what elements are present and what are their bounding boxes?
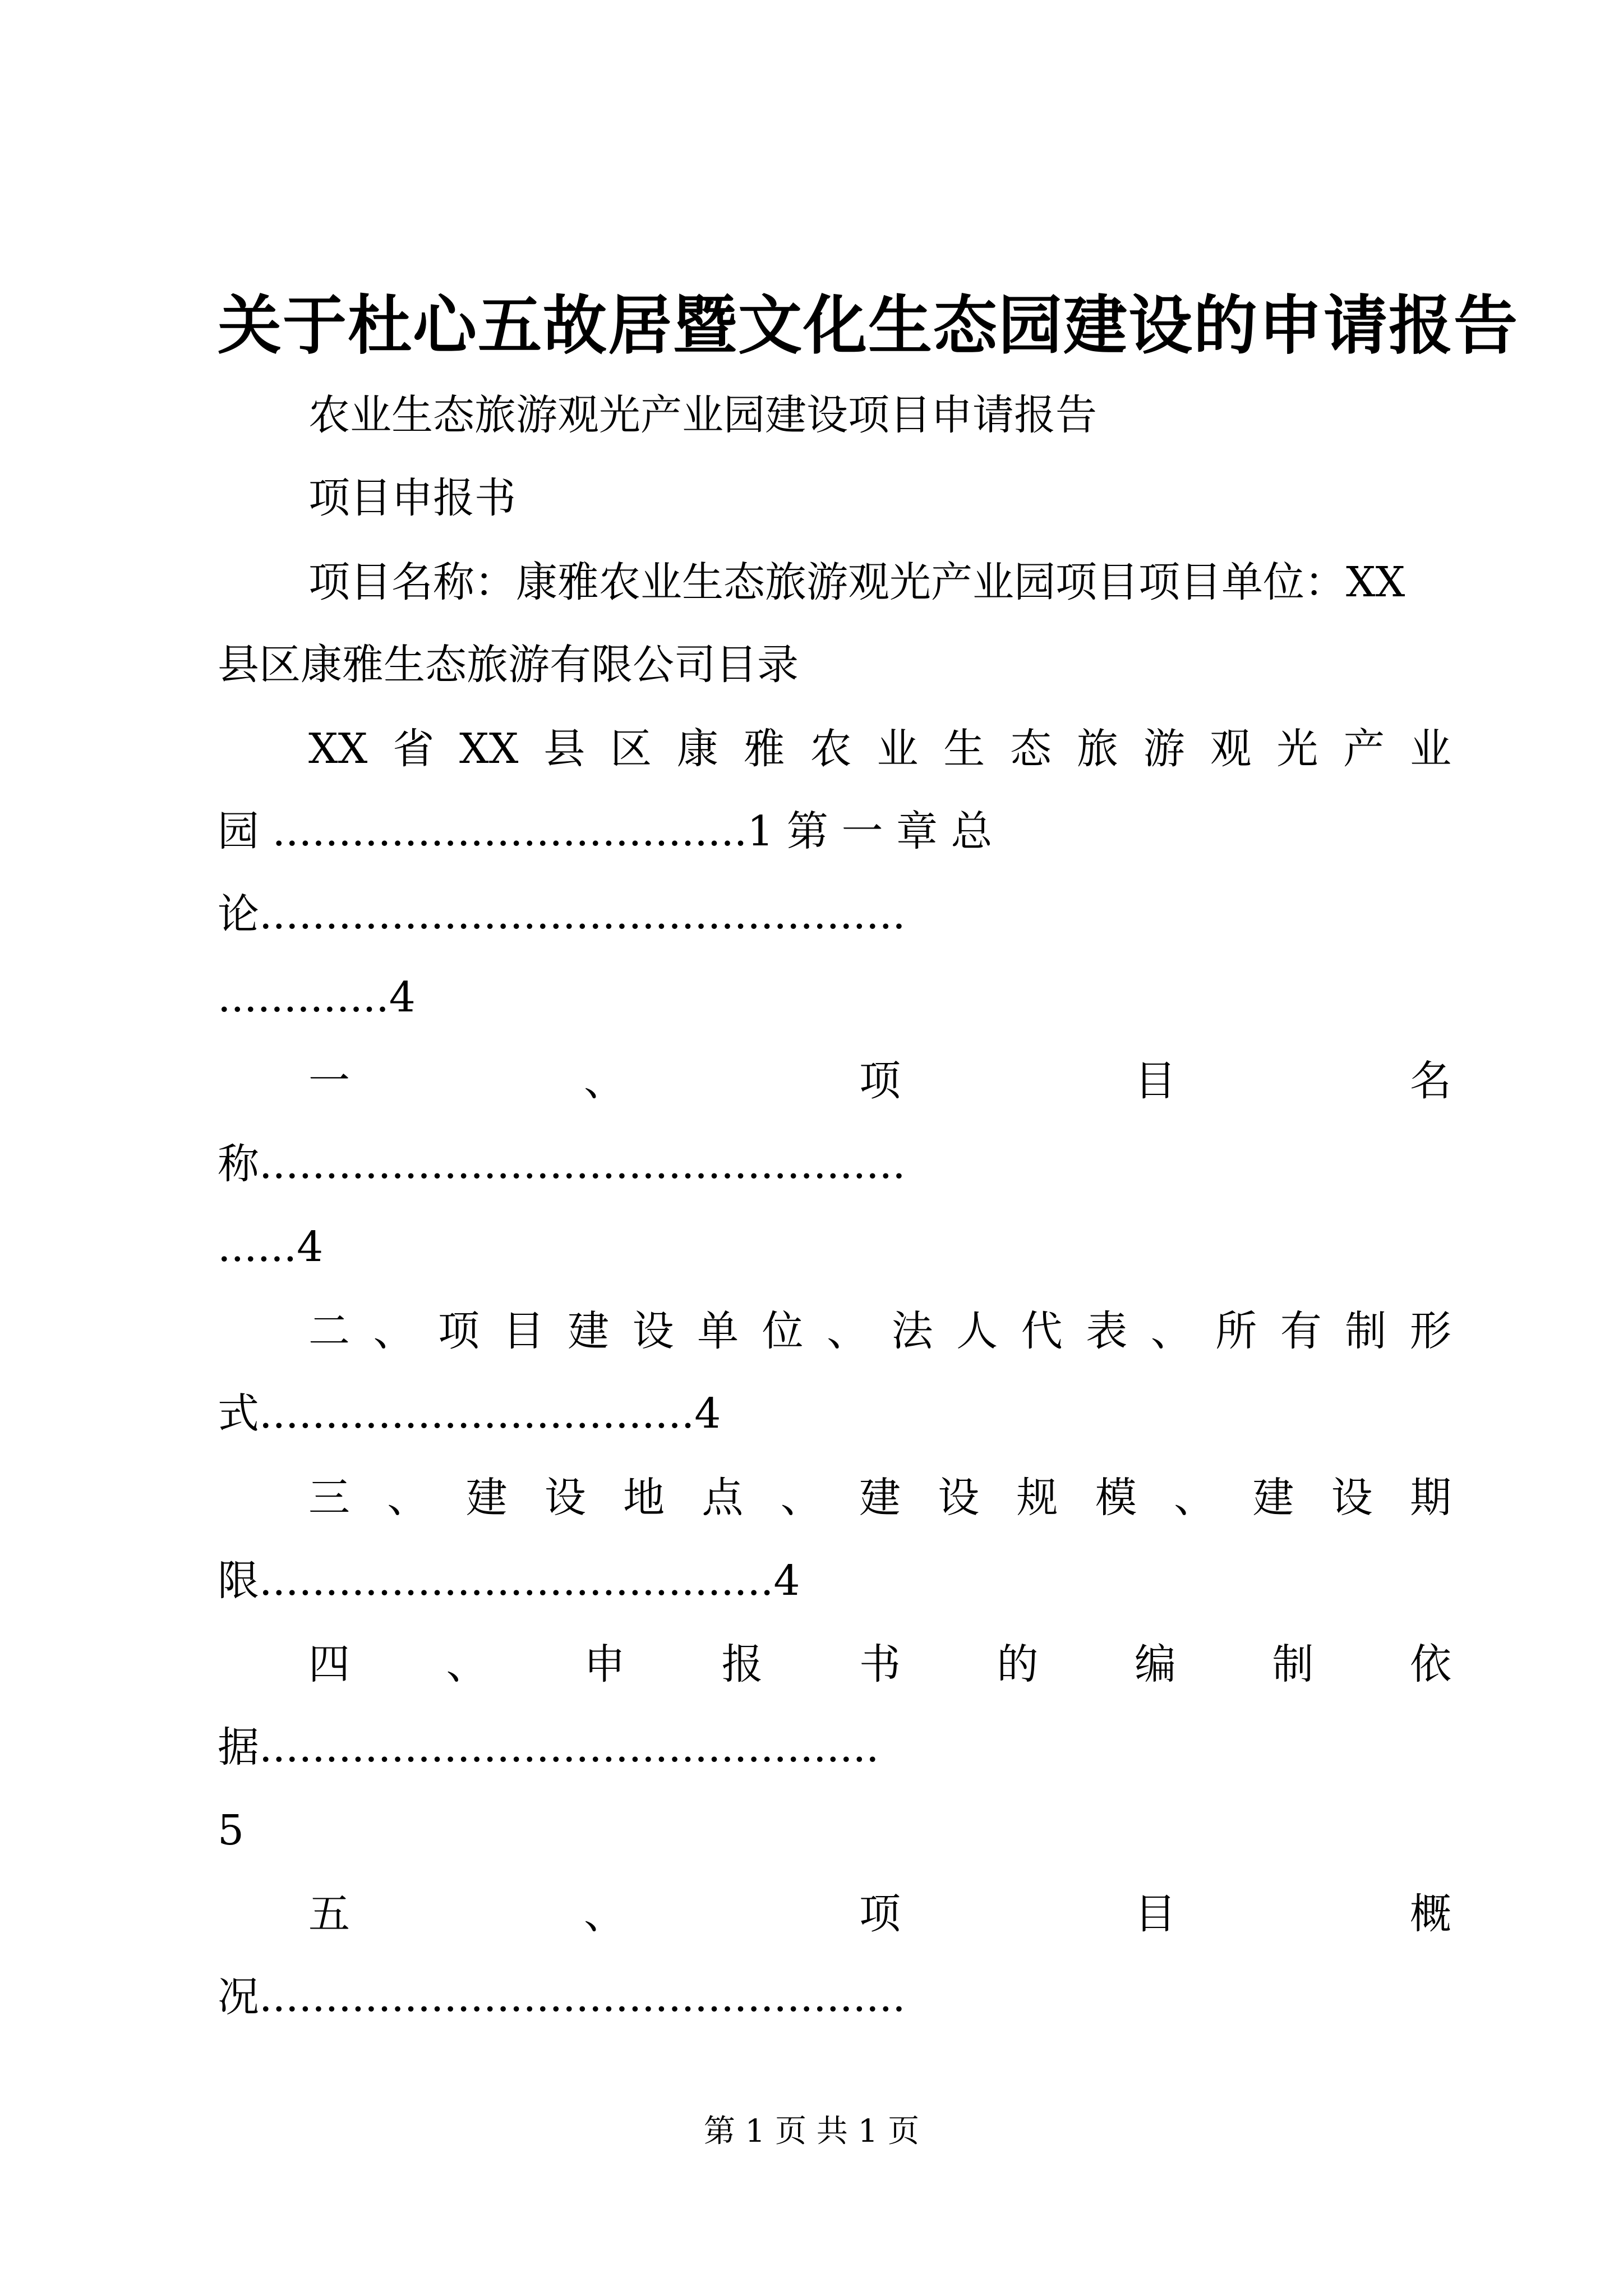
toc-char: 所 [1215, 1307, 1257, 1355]
toc-item4-title [308, 1636, 1451, 1692]
toc-char: 设 [544, 1474, 586, 1522]
toc-park-entry: 园 ....................................1 第 一 章 总 [218, 807, 993, 855]
toc-char: 、 [387, 1474, 429, 1522]
toc-char: 项 [438, 1307, 480, 1355]
toc-item1-title [308, 1053, 1451, 1109]
toc-park-title [308, 721, 1451, 777]
toc-char: 目 [1135, 1057, 1176, 1105]
toc-char: 依 [1410, 1640, 1451, 1688]
toc-item3-entry: 限.......................................4 [218, 1557, 800, 1605]
toc-char: 生 [943, 725, 985, 773]
toc-char: 制 [1345, 1307, 1387, 1355]
toc-char: 项 [859, 1057, 901, 1105]
toc-char: 目 [502, 1307, 545, 1355]
toc-char: 申 [584, 1640, 625, 1688]
toc-char: 、 [373, 1307, 415, 1355]
toc-char: 目 [1135, 1890, 1176, 1938]
toc-char: 表 [1086, 1307, 1128, 1355]
toc-char: 编 [1135, 1640, 1176, 1688]
toc-char: 形 [1409, 1307, 1451, 1355]
toc-char: 、 [1174, 1474, 1216, 1522]
toc-char: 概 [1410, 1890, 1451, 1938]
project-line-2: 县区康雅生态旅游有限公司目录 [218, 641, 799, 689]
toc-char: 农 [810, 725, 852, 773]
toc-char: 态 [1010, 725, 1052, 773]
toc-char: 区 [610, 725, 652, 773]
toc-char: 三 [308, 1474, 350, 1522]
toc-char: 期 [1409, 1474, 1451, 1522]
toc-char: 、 [780, 1474, 822, 1522]
toc-char: 五 [308, 1890, 350, 1938]
toc-char: 光 [1276, 725, 1318, 773]
document-title: 关于杜心五故居暨文化生态园建设的申请报告 [218, 288, 1519, 363]
toc-char: 地 [623, 1474, 665, 1522]
toc-char: 设 [632, 1307, 674, 1355]
toc-item2-title [308, 1303, 1451, 1359]
toc-char: 人 [956, 1307, 998, 1355]
toc-char: 观 [1210, 725, 1252, 773]
toc-item5-title [308, 1886, 1451, 1942]
toc-char: 业 [1410, 725, 1451, 773]
toc-char: 产 [1343, 725, 1385, 773]
toc-char: 建 [859, 1474, 901, 1522]
toc-char: 省 [393, 725, 435, 773]
toc-char: 二 [308, 1307, 350, 1355]
toc-item1-page: ......4 [218, 1223, 324, 1271]
toc-char: 、 [827, 1307, 869, 1355]
toc-char: 单 [697, 1307, 739, 1355]
toc-char: 四 [308, 1640, 350, 1688]
toc-char: 业 [877, 725, 919, 773]
toc-char: 的 [997, 1640, 1039, 1688]
toc-char: 一 [308, 1057, 350, 1105]
toc-item4-page: 5 [218, 1806, 245, 1855]
toc-char: 制 [1272, 1640, 1314, 1688]
toc-char: 有 [1280, 1307, 1322, 1355]
toc-char: 游 [1143, 725, 1185, 773]
toc-char: 建 [568, 1307, 610, 1355]
toc-char: 代 [1021, 1307, 1063, 1355]
toc-char: 、 [1150, 1307, 1192, 1355]
page-footer: 第 1 页 共 1 页 [703, 2113, 920, 2150]
toc-char: XX [459, 725, 519, 773]
toc-item1-entry: 称................................................. [218, 1140, 906, 1188]
toc-char: 、 [446, 1640, 488, 1688]
toc-char: 法 [891, 1307, 933, 1355]
toc-char: 模 [1095, 1474, 1137, 1522]
toc-char: 、 [584, 1890, 625, 1938]
toc-char: 点 [702, 1474, 744, 1522]
toc-char: 雅 [743, 725, 785, 773]
toc-item4-entry: 据............................................... [218, 1723, 879, 1772]
toc-item3-title [308, 1470, 1451, 1526]
section-heading: 项目申报书 [308, 474, 516, 522]
project-line-1: 项目名称：康雅农业生态旅游观光产业园项目项目单位：XX [308, 558, 1405, 606]
toc-item2-entry: 式.................................4 [218, 1389, 721, 1438]
toc-char: 名 [1410, 1057, 1451, 1105]
toc-char: 康 [676, 725, 718, 773]
toc-char: 旅 [1076, 725, 1118, 773]
toc-char: 县 [543, 725, 585, 773]
toc-char: 项 [859, 1890, 901, 1938]
toc-char: 建 [1252, 1474, 1294, 1522]
toc-chapter1-entry: 论................................................. [218, 890, 906, 938]
toc-char: 、 [584, 1057, 625, 1105]
subtitle: 农业生态旅游观光产业园建设项目申请报告 [308, 391, 1097, 439]
toc-item5-entry: 况................................................. [218, 1973, 906, 2021]
toc-char: 位 [762, 1307, 804, 1355]
toc-char: 报 [721, 1640, 763, 1688]
toc-char: 设 [938, 1474, 980, 1522]
toc-chapter1-page: .............4 [218, 973, 416, 1022]
toc-char: 书 [859, 1640, 901, 1688]
toc-char: XX [308, 725, 368, 773]
toc-char: 规 [1016, 1474, 1058, 1522]
toc-char: 建 [465, 1474, 508, 1522]
toc-char: 设 [1331, 1474, 1373, 1522]
